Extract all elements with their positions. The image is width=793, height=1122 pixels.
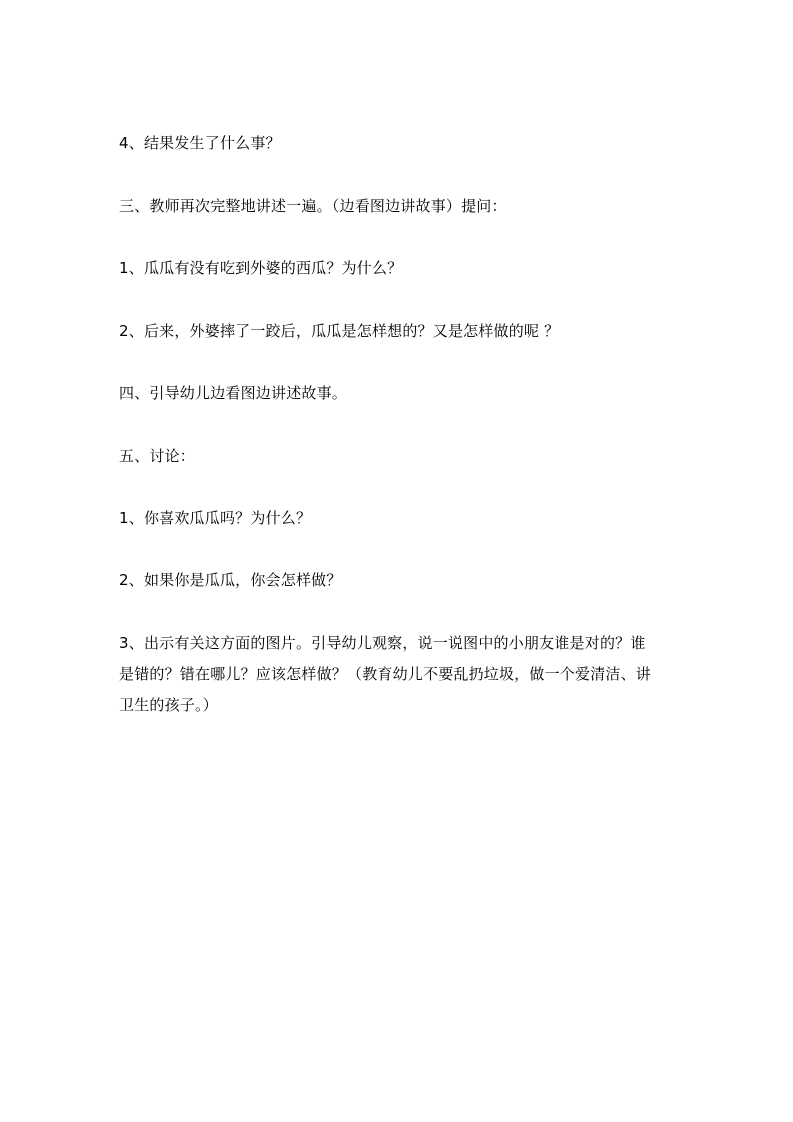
paragraph-line-1: 3、出示有关这方面的图片。引导幼儿观察，说一说图中的小朋友谁是对的？谁: [119, 634, 646, 652]
question-4: 4、结果发生了什么事？: [119, 134, 281, 152]
section-3-heading: 三、教师再次完整地讲述一遍。（边看图边讲故事）提问：: [119, 197, 507, 215]
discussion-question-1: 1、你喜欢瓜瓜吗？为什么？: [119, 509, 312, 527]
question-1: 1、瓜瓜有没有吃到外婆的西瓜？为什么？: [119, 259, 403, 277]
paragraph-line-2: 是错的？错在哪儿？应该怎样做？（教育幼儿不要乱扔垃圾，做一个爱清洁、讲: [119, 665, 652, 683]
section-4-heading: 四、引导幼儿边看图边讲述故事。: [119, 384, 348, 402]
paragraph-line-3: 卫生的孩子。）: [119, 696, 218, 714]
discussion-question-2: 2、如果你是瓜瓜，你会怎样做？: [119, 571, 342, 589]
section-5-heading: 五、讨论：: [119, 447, 196, 465]
question-2: 2、后来，外婆摔了一跤后，瓜瓜是怎样想的？又是怎样做的呢 ？: [119, 322, 560, 340]
